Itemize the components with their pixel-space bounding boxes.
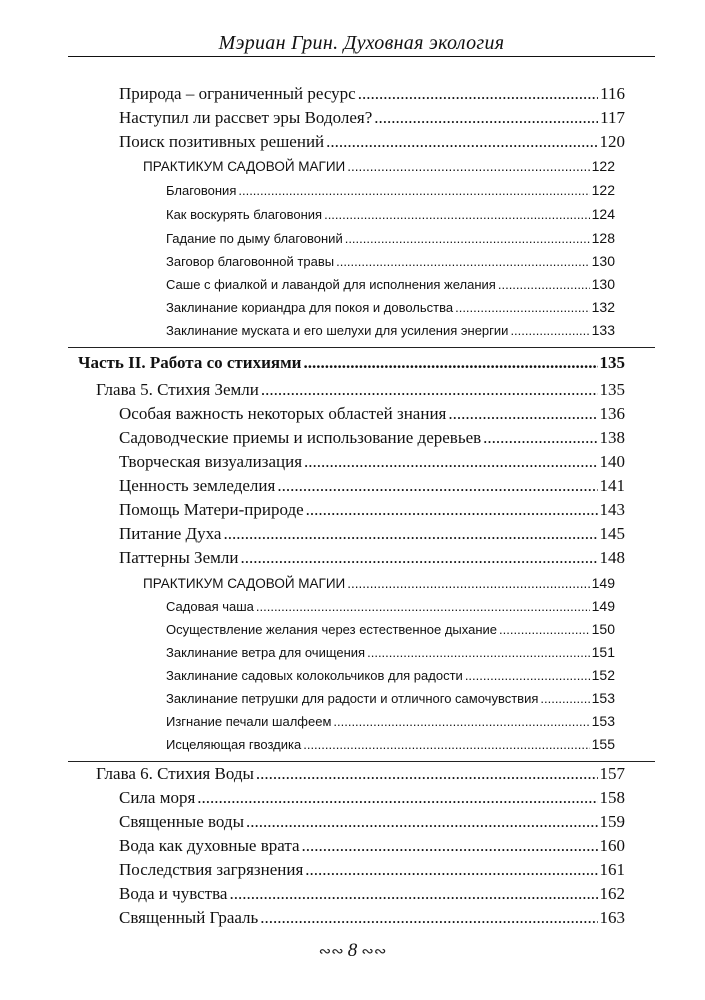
toc-spell-page: 152 — [591, 667, 615, 683]
toc-entry-title: Садоводческие приемы и использование деревьев — [119, 428, 482, 447]
dot-leader — [326, 132, 597, 152]
toc-entry[interactable] — [119, 860, 625, 880]
dot-leader — [510, 323, 589, 338]
toc-spell[interactable] — [166, 299, 615, 315]
dot-leader — [303, 737, 589, 752]
toc-chapter-page: 157 — [599, 764, 625, 783]
dot-leader — [455, 300, 590, 315]
dot-leader — [347, 576, 589, 591]
toc-entry-title: Последствия загрязнения — [119, 860, 304, 879]
toc-practicum[interactable] — [143, 158, 615, 174]
toc-spell-title: Заклинание кориандра для покоя и довольства — [166, 300, 454, 315]
toc-entry[interactable] — [119, 132, 625, 152]
section-divider — [68, 347, 655, 348]
toc-practicum-title: ПРАКТИКУМ САДОВОЙ МАГИИ — [143, 576, 346, 591]
toc-spell-page: 133 — [591, 322, 615, 338]
toc-spell-page: 149 — [591, 598, 615, 614]
toc-entry[interactable] — [119, 908, 625, 928]
toc-spell-title: Заклинание петрушки для радости и отличного самочувствия — [166, 691, 539, 706]
toc-spell-page: 130 — [591, 253, 615, 269]
toc-spell[interactable] — [166, 644, 615, 660]
toc-chapter-title: Глава 5. Стихия Земли — [96, 380, 259, 399]
toc-entry[interactable] — [119, 788, 625, 808]
toc-practicum[interactable] — [143, 575, 615, 591]
toc-entry-page: 120 — [599, 132, 625, 151]
toc-entry[interactable] — [119, 884, 625, 904]
dot-leader — [223, 524, 597, 544]
toc-entry-title: Особая важность некоторых областей знания — [119, 404, 447, 423]
toc-entry[interactable] — [119, 404, 625, 424]
toc-entry[interactable] — [119, 84, 625, 104]
toc-entry[interactable] — [119, 524, 625, 544]
dot-leader — [229, 884, 597, 904]
toc-spell-title: Заклинание муската и его шелухи для усиления энергии — [166, 323, 509, 338]
toc-entry-page: 143 — [599, 500, 625, 519]
dot-leader — [324, 207, 590, 222]
toc-entry[interactable] — [119, 452, 625, 472]
toc-entry-title: Наступил ли рассвет эры Водолея? — [119, 108, 373, 127]
ornament-left-icon: ∾∾ — [318, 944, 344, 960]
dot-leader — [256, 599, 590, 614]
toc-entry-page: 136 — [599, 404, 625, 423]
toc-entry-page: 140 — [599, 452, 625, 471]
dot-leader — [336, 254, 590, 269]
dot-leader — [256, 764, 598, 784]
ornament-right-icon: ∾∾ — [361, 944, 387, 960]
dot-leader — [306, 500, 598, 520]
toc-entry-page: 163 — [599, 908, 625, 927]
toc-chapter-page: 135 — [599, 380, 625, 399]
toc-spell-title: Как воскурять благовония — [166, 207, 323, 222]
toc-entry-title: Вода и чувства — [119, 884, 228, 903]
toc-spell[interactable] — [166, 621, 615, 637]
toc-practicum-page: 149 — [591, 575, 615, 591]
toc-spell[interactable] — [166, 322, 615, 338]
dot-leader — [448, 404, 597, 424]
toc-spell[interactable] — [166, 230, 615, 246]
toc-entry[interactable] — [119, 428, 625, 448]
toc-spell-page: 122 — [591, 182, 615, 198]
toc-part-title: Часть II. Работа со стихиями — [78, 353, 302, 372]
toc-entry[interactable] — [119, 108, 625, 128]
toc-entry-title: Священный Грааль — [119, 908, 259, 927]
dot-leader — [246, 812, 597, 832]
toc-spell-title: Благовония — [166, 183, 237, 198]
section-divider — [68, 761, 655, 762]
dot-leader — [277, 476, 597, 496]
toc-entry-page: 116 — [600, 84, 625, 103]
toc-practicum-page: 122 — [591, 158, 615, 174]
toc-spell-page: 153 — [591, 690, 615, 706]
toc-entry[interactable] — [119, 500, 625, 520]
toc-spell-page: 155 — [591, 736, 615, 752]
dot-leader — [238, 183, 589, 198]
dot-leader — [465, 668, 590, 683]
toc-entry[interactable] — [119, 812, 625, 832]
dot-leader — [374, 108, 598, 128]
dot-leader — [483, 428, 597, 448]
dot-leader — [260, 908, 597, 928]
dot-leader — [345, 231, 590, 246]
toc-entry-title: Природа – ограниченный ресурс — [119, 84, 356, 103]
toc-spell-page: 124 — [591, 206, 615, 222]
toc-entry-page: 148 — [599, 548, 625, 567]
dot-leader — [261, 380, 598, 400]
dot-leader — [197, 788, 597, 808]
toc-entry-title: Священные воды — [119, 812, 245, 831]
toc-entry[interactable] — [119, 836, 625, 856]
dot-leader — [303, 353, 597, 373]
toc-spell[interactable] — [166, 206, 615, 222]
toc-spell-title: Гадание по дыму благовоний — [166, 231, 343, 246]
toc-entry-title: Сила моря — [119, 788, 196, 807]
toc-practicum-title: ПРАКТИКУМ САДОВОЙ МАГИИ — [143, 159, 346, 174]
toc-entry-title: Вода как духовные врата — [119, 836, 300, 855]
dot-leader — [240, 548, 597, 568]
running-header-title: Мэриан Грин. Духовная экология — [218, 32, 505, 54]
dot-leader — [499, 622, 590, 637]
toc-chapter[interactable] — [96, 380, 625, 400]
toc-entry-page: 138 — [599, 428, 625, 447]
toc-spell-title: Изгнание печали шалфеем — [166, 714, 332, 729]
toc-entry-page: 141 — [599, 476, 625, 495]
toc-spell-page: 128 — [591, 230, 615, 246]
toc-spell-page: 150 — [591, 621, 615, 637]
toc-entry-title: Помощь Матери-природе — [119, 500, 304, 519]
toc-spell[interactable] — [166, 598, 615, 614]
toc-spell-title: Заклинание ветра для очищения — [166, 645, 366, 660]
toc-spell[interactable] — [166, 690, 615, 706]
toc-entry-page: 159 — [599, 812, 625, 831]
toc-entry-title: Поиск позитивных решений — [119, 132, 325, 151]
dot-leader — [367, 645, 590, 660]
dot-leader — [498, 277, 590, 292]
toc-entry-page: 162 — [599, 884, 625, 903]
toc-chapter-title: Глава 6. Стихия Воды — [96, 764, 254, 783]
toc-part[interactable] — [78, 353, 625, 373]
toc-spell[interactable] — [166, 276, 615, 292]
toc-entry[interactable] — [119, 476, 625, 496]
toc-spell-page: 132 — [591, 299, 615, 315]
toc-spell[interactable] — [166, 253, 615, 269]
toc-entry-page: 117 — [600, 108, 625, 127]
toc-entry[interactable] — [119, 548, 625, 568]
toc-spell-title: Саше с фиалкой и лавандой для исполнения желания — [166, 277, 496, 292]
running-header — [68, 26, 655, 57]
toc-spell-title: Заговор благовонной травы — [166, 254, 335, 269]
page-number: 8 — [347, 940, 358, 961]
dot-leader — [302, 836, 598, 856]
toc-spell-page: 151 — [591, 644, 615, 660]
toc-entry-page: 158 — [599, 788, 625, 807]
toc-entry-title: Творческая визуализация — [119, 452, 303, 471]
dot-leader — [358, 84, 598, 104]
toc-spell-title: Заклинание садовых колокольчиков для радости — [166, 668, 463, 683]
dot-leader — [540, 691, 589, 706]
toc-entry-page: 161 — [599, 860, 625, 879]
dot-leader — [304, 452, 597, 472]
toc-spell-title: Садовая чаша — [166, 599, 254, 614]
toc-spell-page: 153 — [591, 713, 615, 729]
toc-spell[interactable] — [166, 713, 615, 729]
toc-entry-page: 160 — [599, 836, 625, 855]
toc-entry-title: Питание Духа — [119, 524, 222, 543]
dot-leader — [347, 159, 589, 174]
dot-leader — [305, 860, 597, 880]
page-footer — [0, 940, 705, 962]
toc-chapter[interactable] — [96, 764, 625, 784]
dot-leader — [333, 714, 589, 729]
toc-entry-page: 145 — [599, 524, 625, 543]
toc-spell-title: Осуществление желания через естественное дыхание — [166, 622, 498, 637]
toc-spell[interactable] — [166, 736, 615, 752]
toc-spell-page: 130 — [591, 276, 615, 292]
toc-spell-title: Исцеляющая гвоздика — [166, 737, 302, 752]
toc-spell[interactable] — [166, 182, 615, 198]
toc-entry-title: Ценность земледелия — [119, 476, 276, 495]
toc-spell[interactable] — [166, 667, 615, 683]
toc-part-page: 135 — [599, 353, 625, 372]
toc-entry-title: Паттерны Земли — [119, 548, 239, 567]
